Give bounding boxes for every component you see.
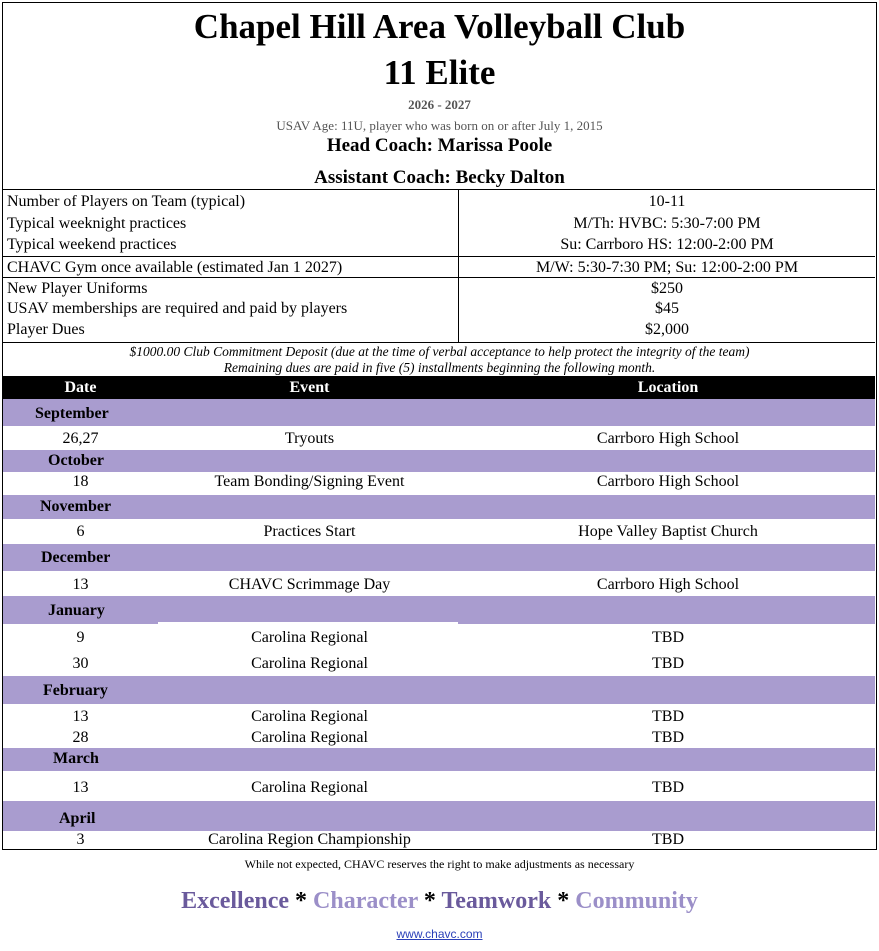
event-location: Carrboro High School <box>596 430 740 447</box>
info-value: $2,000 <box>645 321 689 338</box>
info-label: Typical weeknight practices <box>7 215 187 232</box>
usav-age-note: USAV Age: 11U, player who was born on or after July 1, 2015 <box>276 118 603 133</box>
month-label: February <box>43 682 108 699</box>
event-name: Tryouts <box>284 430 335 447</box>
event-name: Practices Start <box>263 523 356 540</box>
event-location: TBD <box>652 655 684 672</box>
event-date: 30 <box>72 655 89 672</box>
info-row <box>3 213 875 234</box>
season-label: 2026 - 2027 <box>408 97 471 112</box>
motto-community: Community <box>575 888 698 914</box>
motto-separator: * <box>423 888 436 914</box>
month-band <box>3 748 875 771</box>
event-date: 9 <box>76 629 85 646</box>
schedule-sheet <box>2 2 877 850</box>
date-column-header: Date <box>64 379 97 396</box>
event-location: TBD <box>652 779 684 796</box>
motto-character: Character <box>313 888 418 914</box>
month-label: November <box>40 498 112 515</box>
info-value: M/Th: HVBC: 5:30-7:00 PM <box>573 215 761 232</box>
assistant-coach: Assistant Coach: Becky Dalton <box>314 167 565 188</box>
info-value: M/W: 5:30-7:30 PM; Su: 12:00-2:00 PM <box>535 259 799 276</box>
event-location: TBD <box>652 708 684 725</box>
website-link[interactable]: www.chavc.com <box>396 927 483 941</box>
event-name: Carolina Regional <box>251 779 368 796</box>
event-date: 28 <box>72 729 89 746</box>
month-label: September <box>35 405 109 422</box>
head-coach: Head Coach: Marissa Poole <box>326 135 553 156</box>
info-label: Number of Players on Team (typical) <box>7 193 246 210</box>
location-column-header: Location <box>637 379 699 396</box>
motto-excellence: Excellence <box>181 888 290 914</box>
info-row <box>3 298 875 319</box>
month-label: January <box>48 602 105 619</box>
info-label: Typical weekend practices <box>7 236 177 253</box>
month-label: October <box>48 452 104 469</box>
info-value: Su: Carrboro HS: 12:00-2:00 PM <box>560 236 774 253</box>
event-date: 13 <box>72 708 89 725</box>
event-name: Carolina Regional <box>251 708 368 725</box>
info-value: $45 <box>655 300 679 317</box>
month-band <box>3 544 875 571</box>
info-value: $250 <box>651 280 683 297</box>
installment-note: Remaining dues are paid in five (5) installments beginning the following month. <box>223 360 656 375</box>
info-row <box>3 319 875 340</box>
info-label: CHAVC Gym once available (estimated Jan 1 2027) <box>7 259 343 276</box>
event-name: CHAVC Scrimmage Day <box>228 576 391 593</box>
info-row <box>3 191 875 212</box>
schedule-header <box>3 376 875 399</box>
event-location: Carrboro High School <box>596 576 740 593</box>
month-band <box>3 596 875 624</box>
month-band <box>3 801 875 831</box>
month-band <box>3 676 875 704</box>
info-label: Player Dues <box>7 321 85 338</box>
club-title: Chapel Hill Area Volleyball Club <box>193 7 686 46</box>
month-band <box>3 450 875 472</box>
month-band <box>3 399 875 426</box>
event-date: 13 <box>72 576 89 593</box>
event-name: Team Bonding/Signing Event <box>214 473 405 490</box>
event-location: Hope Valley Baptist Church <box>578 523 758 540</box>
info-value: 10-11 <box>648 193 686 210</box>
motto-separator: * <box>557 888 570 914</box>
event-name: Carolina Regional <box>251 629 368 646</box>
event-date: 6 <box>76 523 85 540</box>
event-name: Carolina Regional <box>251 729 368 746</box>
month-label: December <box>41 549 111 566</box>
event-column-header: Event <box>289 379 330 396</box>
info-label: USAV memberships are required and paid by players <box>7 300 348 317</box>
motto-teamwork: Teamwork <box>441 888 552 914</box>
event-location: Carrboro High School <box>596 473 740 490</box>
event-location: TBD <box>652 831 684 848</box>
info-row <box>3 234 875 255</box>
disclaimer: While not expected, CHAVC reserves the right to make adjustments as necessary <box>244 857 635 871</box>
club-motto <box>0 888 879 915</box>
event-date: 13 <box>72 779 89 796</box>
team-title: 11 Elite <box>383 53 496 92</box>
motto-separator: * <box>295 888 308 914</box>
event-name: Carolina Region Championship <box>208 831 411 848</box>
band-gap <box>158 622 458 624</box>
event-location: TBD <box>652 629 684 646</box>
info-label: New Player Uniforms <box>7 280 148 297</box>
month-label: March <box>53 750 99 767</box>
event-location: TBD <box>652 729 684 746</box>
info-row <box>3 256 875 278</box>
event-date: 26,27 <box>62 430 99 447</box>
deposit-note: $1000.00 Club Commitment Deposit (due at the time of verbal acceptance to help protect the integrity of the team) <box>129 344 750 359</box>
event-date: 3 <box>76 831 85 848</box>
team-info-table <box>3 189 875 343</box>
event-name: Carolina Regional <box>251 655 368 672</box>
info-row <box>3 277 875 299</box>
month-label: April <box>59 810 96 827</box>
event-date: 18 <box>72 473 89 490</box>
month-band <box>3 495 875 519</box>
